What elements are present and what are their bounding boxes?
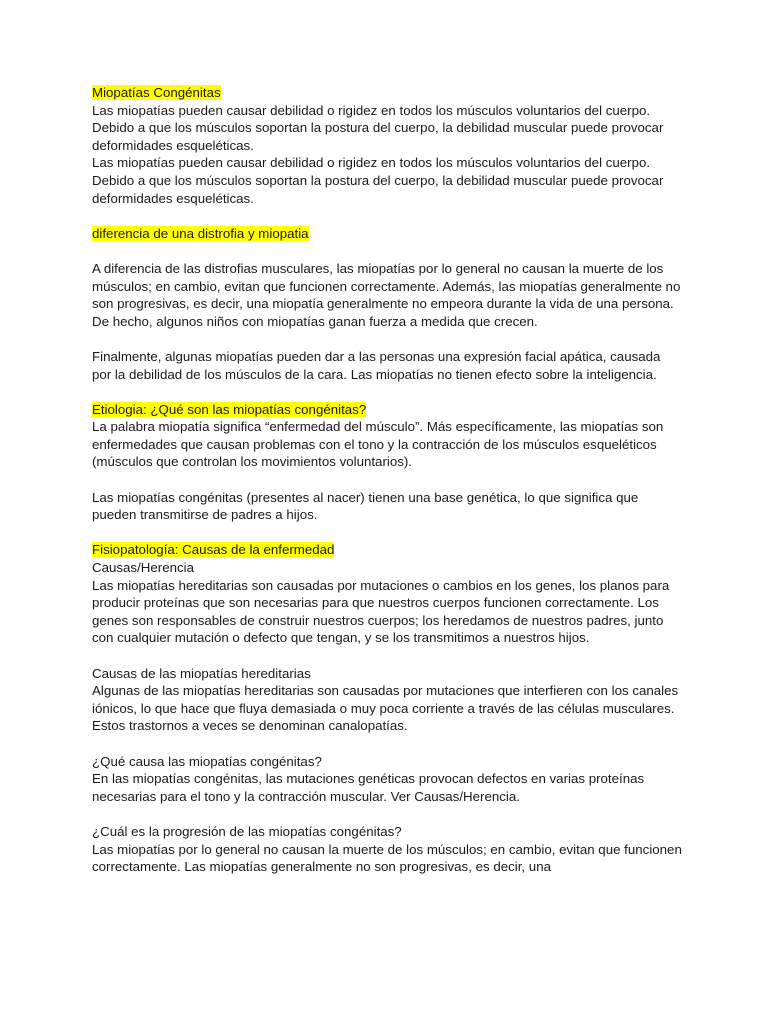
paragraph-spacer: [92, 383, 682, 401]
document-page: [92, 84, 682, 876]
subheading: Causas/Herencia: [92, 560, 194, 576]
section-heading-diferencia: [92, 225, 682, 243]
paragraph: Las miopatías pueden causar debilidad o rigidez en todos los músculos voluntarios del cuerpo. Debido a que los músculos soportan la postura del cuerpo, la debilidad muscular puede provocar deformidades esqueléticas.: [92, 102, 664, 153]
paragraph: Las miopatías por lo general no causan la muerte de los músculos; en cambio, evitan que funcionen correctamente. Las miopatías generalmente no son progresivas, es decir, una: [92, 841, 682, 875]
paragraph: La palabra miopatía significa “enfermedad del músculo”. Más específicamente, las miopatías son enfermedades que causan problemas con el tono y la contracción de los músculos esqueléticos (músculos que controlan los movimientos voluntarios).: [92, 419, 664, 470]
paragraph-spacer: [92, 330, 682, 348]
highlighted-heading-text: diferencia de una distrofia y miopatia: [92, 225, 309, 241]
section-heading-etiologia: [92, 401, 682, 419]
paragraph-spacer: [92, 524, 682, 542]
paragraph: Finalmente, algunas miopatías pueden dar a las personas una expresión facial apática, causada por la debilidad de los músculos de la cara. Las miopatías no tienen efecto sobre la inteligencia.: [92, 348, 661, 382]
highlighted-heading-text: Etiologia: ¿Qué son las miopatías congénitas?: [92, 401, 367, 417]
section-heading-fisiopatologia: [92, 541, 682, 559]
highlighted-heading-text: Miopatías Congénitas: [92, 85, 221, 100]
section-heading-miopatias-congenitas: [92, 84, 682, 102]
subheading: Causas de las miopatías hereditarias: [92, 665, 311, 681]
question: ¿Cuál es la progresión de las miopatías congénitas?: [92, 823, 402, 839]
paragraph-spacer: [92, 471, 682, 489]
paragraph-spacer: [92, 207, 682, 225]
highlighted-heading-text: Fisiopatología: Causas de la enfermedad: [92, 542, 335, 558]
paragraph-spacer: [92, 735, 682, 753]
paragraph: En las miopatías congénitas, las mutaciones genéticas provocan defectos en varias proteínas necesarias para el tono y la contracción muscular. Ver Causas/Herencia.: [92, 771, 645, 804]
paragraph-spacer: [92, 242, 682, 260]
paragraph: Las miopatías hereditarias son causadas por mutaciones o cambios en los genes, los planos para producir proteínas que son necesarias para que nuestros cuerpos funcionen correctamente. Los genes son responsables de construir nuestros cuerpos; los heredamos de nuestros padres, junto con cualquier mutación o defecto que tengan, y se los transmitimos a nuestros hijos.: [92, 577, 670, 646]
paragraph: Algunas de las miopatías hereditarias son causadas por mutaciones que interfieren con los canales iónicos, lo que hace que fluya demasiada o muy poca corriente a través de las células musculares. Estos trastornos a veces se denominan canalopatías.: [92, 683, 679, 734]
paragraph-spacer: [92, 805, 682, 823]
paragraph: A diferencia de las distrofias musculares, las miopatías por lo general no causan la muerte de los músculos; en cambio, evitan que funcionen correctamente. Además, las miopatías generalmente no son progresivas, es decir, una miopatía generalmente no empeora durante la vida de una persona. De hecho, algunos niños con miopatías ganan fuerza a medida que crecen.: [92, 260, 681, 329]
question: ¿Qué causa las miopatías congénitas?: [92, 753, 322, 769]
paragraph: Las miopatías congénitas (presentes al nacer) tienen una base genética, lo que significa que pueden transmitirse de padres a hijos.: [92, 489, 639, 523]
paragraph-spacer: [92, 647, 682, 665]
paragraph: Las miopatías pueden causar debilidad o rigidez en todos los músculos voluntarios del cuerpo. Debido a que los músculos soportan la postura del cuerpo, la debilidad muscular puede provocar deformidades esqueléticas.: [92, 155, 664, 206]
